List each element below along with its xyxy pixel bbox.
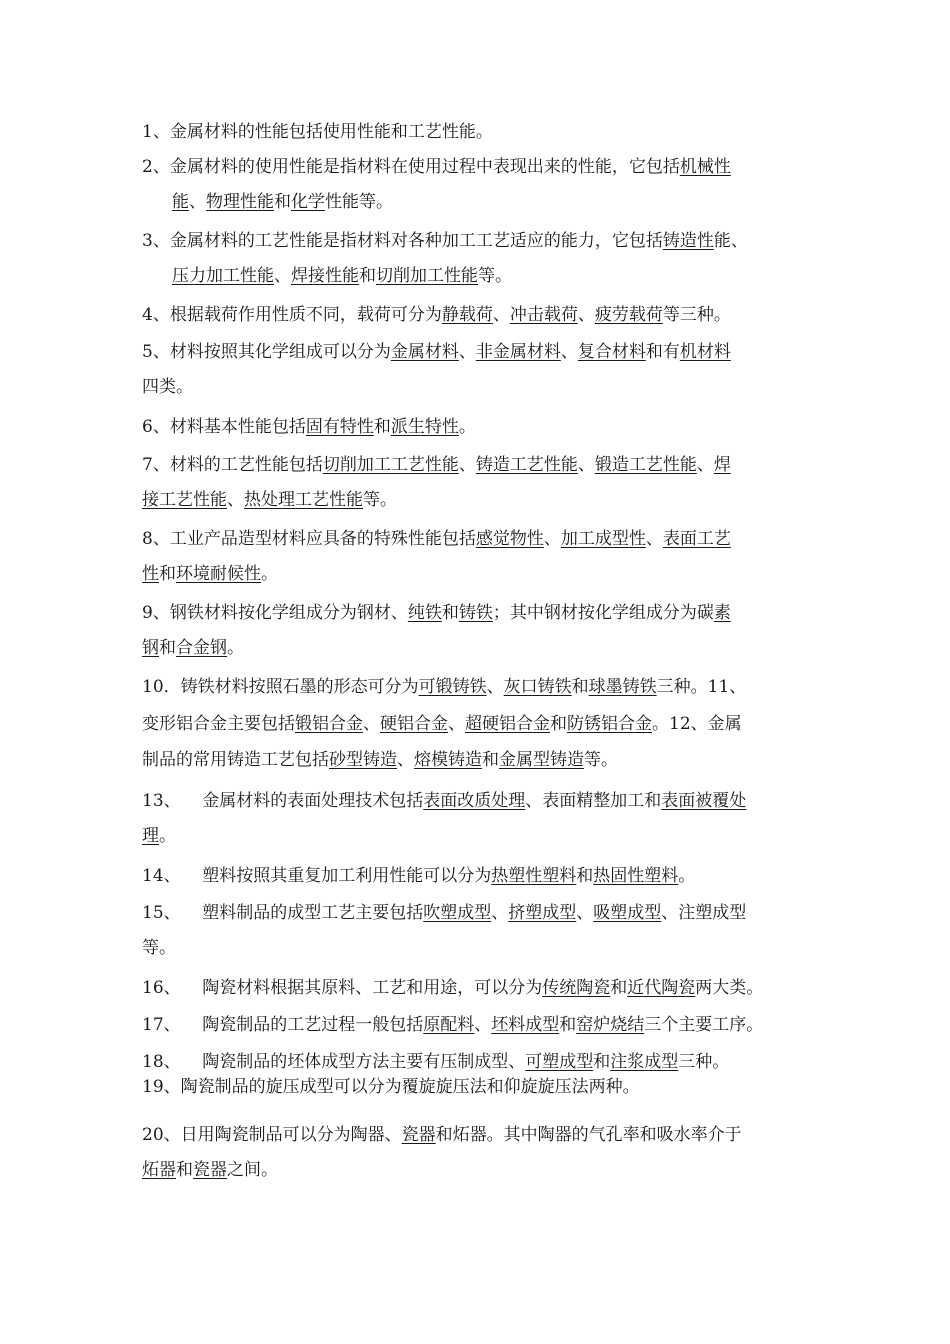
text-line [142,936,176,960]
text-segment: 和 [482,750,499,770]
underlined-answer: 热处理工艺性能 [244,490,363,510]
underlined-answer: 铸铁 [458,603,493,623]
text-segment: 17、 陶瓷制品的工艺过程一般包括 [142,1015,424,1035]
underlined-answer: 合金钢 [176,638,227,658]
text-segment: 19、陶瓷制品的旋压成型可以分为覆旋旋压法和仰旋旋压法两种。 [142,1077,640,1097]
text-segment: 和 [610,978,628,998]
underlined-answer: 硬铝合金 [380,714,448,734]
text-segment: 、 [227,490,244,510]
text-segment: 、 [577,305,595,325]
text-line [142,636,244,660]
underlined-answer: 非金属材料 [475,342,561,362]
text-segment: 和 [274,192,291,212]
text-segment: 四类。 [142,377,193,397]
text-segment: 和 [373,417,391,437]
underlined-answer: 冲击载荷 [509,305,578,325]
text-segment: 和 [593,1052,611,1072]
text-segment: 7、材料的工艺性能包括 [142,455,323,475]
text-line [142,1050,729,1074]
underlined-answer: 铸造性 [662,231,714,251]
underlined-answer: 机材料 [679,342,731,362]
text-segment: 、表面精整加工和 [525,791,662,811]
text-segment: 。 [458,417,476,437]
text-segment: 14、 塑料按照其重复加工利用性能可以分为 [142,866,492,886]
text-segment: 性能等。 [325,192,393,212]
underlined-answer: 物理性能 [206,192,274,212]
text-line [142,562,278,586]
underlined-answer: 压力加工性能 [172,266,274,286]
text-segment: 三个主要工序。 [644,1015,764,1035]
underlined-answer: 焊 [713,455,731,475]
underlined-answer: 环境耐候性 [176,564,261,584]
text-segment: 。 [227,638,244,658]
text-segment: 、 [397,750,414,770]
underlined-answer: 机械性 [679,157,731,177]
text-line [142,229,748,253]
text-segment: 。12、金属 [652,714,742,734]
underlined-answer: 炻器 [142,1160,176,1180]
text-segment: 制品的常用铸造工艺包括 [142,750,329,770]
text-segment: 、 [474,1015,492,1035]
text-line [142,527,731,551]
text-line [142,824,176,848]
underlined-answer: 固有特性 [305,417,374,437]
text-segment: 和 [159,564,176,584]
underlined-answer: 瓷器 [193,1160,227,1180]
underlined-answer: 挤塑成型 [508,903,577,923]
underlined-answer: 可锻铸铁 [418,677,487,697]
text-segment: 两大类。 [695,978,764,998]
text-segment: 和 [576,866,594,886]
text-segment: 等三种。 [662,305,731,325]
text-line [142,1158,278,1182]
underlined-answer: 复合材料 [577,342,646,362]
underlined-answer: 防锈铝合金 [567,714,652,734]
text-segment: 、 [576,903,594,923]
text-line [142,748,618,772]
underlined-answer: 熔模铸造 [414,750,482,770]
underlined-answer: 金属型铸造 [499,750,584,770]
underlined-answer: 坯料成型 [491,1015,560,1035]
text-line [142,120,493,144]
underlined-answer: 理 [142,826,159,846]
text-segment: 、 [560,342,578,362]
underlined-answer: 性 [142,564,159,584]
underlined-answer: 切削加工工艺性能 [322,455,459,475]
text-segment: 、 [189,192,206,212]
text-segment: 、 [458,342,476,362]
text-segment: 、 [492,305,510,325]
text-segment: 。 [678,866,696,886]
underlined-answer: 可塑成型 [525,1052,594,1072]
underlined-answer: 切削加工性能 [376,266,478,286]
text-segment: 3、金属材料的工艺性能是指材料对各种加工工艺适应的能力，它包括 [142,231,663,251]
text-segment: 、 [491,903,509,923]
text-segment: 和 [571,677,589,697]
underlined-answer: 派生特性 [390,417,459,437]
text-segment: 13、 金属材料的表面处理技术包括 [142,791,424,811]
text-line [142,601,731,625]
text-segment: 、 [458,455,476,475]
text-segment: 2、金属材料的使用性能是指材料在使用过程中表现出来的性能，它包括 [142,157,680,177]
underlined-answer: 铸造工艺性能 [475,455,578,475]
text-line [142,1075,640,1099]
text-segment: 等。 [584,750,618,770]
text-segment: 三种。 [678,1052,730,1072]
text-segment: 和 [359,266,376,286]
text-segment: 和 [159,638,176,658]
text-segment: 、 [274,266,291,286]
text-line [142,155,731,179]
underlined-answer: 表面被覆处 [661,791,747,811]
underlined-answer: 锻铝合金 [295,714,363,734]
text-line [142,712,742,736]
underlined-answer: 灰口铸铁 [503,677,572,697]
text-segment: 、 [543,529,561,549]
text-line [142,976,763,1000]
text-segment: 和有 [645,342,680,362]
underlined-answer: 能 [172,192,189,212]
text-segment: 、 [363,714,380,734]
text-segment: 15、 塑料制品的成型工艺主要包括 [142,903,424,923]
underlined-answer: 静载荷 [441,305,493,325]
underlined-answer: 接工艺性能 [142,490,227,510]
text-segment: 等。 [363,490,397,510]
text-line [142,1123,742,1147]
text-line [172,190,393,214]
text-line [142,864,695,888]
underlined-answer: 热固性塑料 [593,866,679,886]
text-segment: 能、 [713,231,748,251]
text-line [142,789,746,813]
text-segment: 、 [696,455,714,475]
underlined-answer: 焊接性能 [291,266,359,286]
underlined-answer: 球墨铸铁 [588,677,657,697]
underlined-answer: 近代陶瓷 [627,978,696,998]
text-segment: 、 [645,529,663,549]
underlined-answer: 表面工艺 [662,529,731,549]
underlined-answer: 传统陶瓷 [542,978,611,998]
text-segment: 三种。11、 [656,677,747,697]
text-segment: 。 [261,564,278,584]
underlined-answer: 加工成型性 [560,529,646,549]
text-segment: 、 [577,455,595,475]
text-segment: 、 [448,714,465,734]
text-segment: 和 [550,714,567,734]
underlined-answer: 疲劳载荷 [594,305,663,325]
underlined-answer: 表面改质处理 [423,791,526,811]
underlined-answer: 钢 [142,638,159,658]
underlined-answer: 砂型铸造 [329,750,397,770]
underlined-answer: 锻造工艺性能 [594,455,697,475]
text-segment: 等。 [142,938,176,958]
underlined-answer: 超硬铝合金 [465,714,550,734]
underlined-answer: 金属材料 [390,342,459,362]
text-segment: 16、 陶瓷材料根据其原料、工艺和用途，可以分为 [142,978,543,998]
text-segment: 、注塑成型 [661,903,747,923]
text-segment: 和 [176,1160,193,1180]
text-segment: 5、材料按照其化学组成可以分为 [142,342,391,362]
text-line [142,415,476,439]
underlined-answer: 纯铁 [407,603,442,623]
underlined-answer: 瓷器 [401,1125,436,1145]
underlined-answer: 感觉物性 [475,529,544,549]
text-segment: 10．铸铁材料按照石墨的形态可分为 [142,677,419,697]
text-line [142,453,731,477]
text-segment: 。 [159,826,176,846]
text-segment: 、 [486,677,504,697]
text-line [142,340,731,364]
underlined-answer: 窑炉烧结 [576,1015,645,1035]
text-segment: 之间。 [227,1160,278,1180]
text-segment: 和 [441,603,459,623]
underlined-answer: 注浆成型 [610,1052,679,1072]
text-segment: 和炻器。其中陶器的气孔率和吸水率介于 [435,1125,742,1145]
text-segment: 变形铝合金主要包括 [142,714,295,734]
text-segment: 和 [559,1015,577,1035]
text-segment: 20、日用陶瓷制品可以分为陶器、 [142,1125,402,1145]
underlined-answer: 原配料 [423,1015,475,1035]
text-segment: 4、根据载荷作用性质不同，载荷可分为 [142,305,442,325]
underlined-answer: 吸塑成型 [593,903,662,923]
text-segment: 8、工业产品造型材料应具备的特殊性能包括 [142,529,476,549]
text-line [142,1013,763,1037]
text-line [142,375,193,399]
underlined-answer: 吹塑成型 [423,903,492,923]
text-segment: 9、钢铁材料按化学组成分为钢材、 [142,603,408,623]
text-segment: 18、 陶瓷制品的坯体成型方法主要有压制成型、 [142,1052,526,1072]
text-line [172,264,512,288]
text-segment: 等。 [478,266,512,286]
underlined-answer: 热塑性塑料 [491,866,577,886]
underlined-answer: 素 [713,603,731,623]
text-segment: 6、材料基本性能包括 [142,417,306,437]
text-line [142,488,397,512]
text-segment: ；其中钢材按化学组成分为碳 [492,603,714,623]
text-line [142,675,746,699]
text-line [142,303,731,327]
text-segment: 1、金属材料的性能包括使用性能和工艺性能。 [142,122,493,142]
text-line [142,901,746,925]
underlined-answer: 化学 [291,192,325,212]
